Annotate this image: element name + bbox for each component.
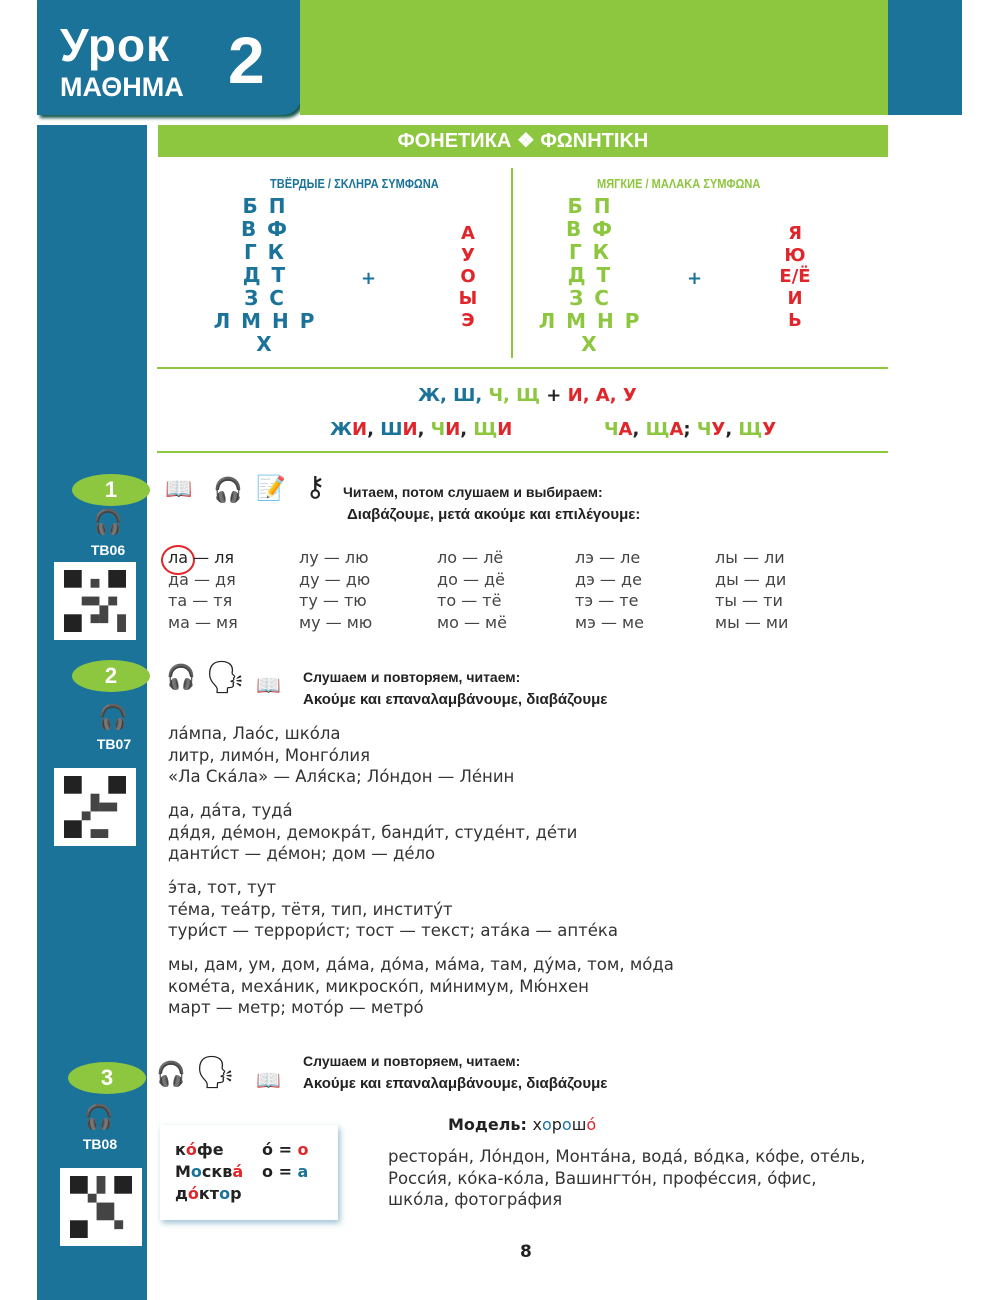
letter-segment: Ш — [380, 419, 403, 440]
instruction-ru: Слушаем и повторяем, читаем: — [303, 1053, 521, 1069]
syllable-pair[interactable]: мэ — ме — [575, 613, 644, 633]
instruction-ru: Слушаем и повторяем, читаем: — [303, 669, 521, 685]
page-number: 8 — [520, 1242, 532, 1262]
syllable-pair[interactable]: дэ — де — [575, 569, 642, 589]
qr-code[interactable] — [54, 768, 136, 846]
letter-segment: фе — [196, 1140, 224, 1159]
letter-segment: У — [762, 419, 777, 440]
consonant-row: Б П — [242, 194, 288, 218]
word-group — [168, 723, 514, 788]
syllable-pair[interactable]: мы — ми — [715, 613, 789, 633]
headphones-icon: 🎧 — [213, 476, 243, 504]
letter-segment: + — [540, 385, 568, 406]
syllable-pair[interactable]: мо — мё — [437, 613, 507, 633]
syllable-pair[interactable]: ту — тю — [299, 591, 367, 611]
word-group — [168, 800, 577, 865]
qr-code[interactable] — [54, 562, 136, 640]
box-rule — [262, 1139, 309, 1161]
word-line: рестора́н, Ло́ндон, Монта́на, вода́, во́дка, ко́фе, оте́ль, — [388, 1147, 866, 1166]
letter-segment: а́ — [232, 1162, 244, 1181]
syllable-pair[interactable]: та — тя — [168, 591, 233, 611]
consonant-row: Л М Н Р — [538, 309, 642, 333]
key-icon: ⚷ — [305, 470, 326, 503]
lesson-title-ru: Урок — [60, 19, 171, 71]
consonant-row: Х — [581, 332, 599, 356]
word-group — [168, 954, 674, 1019]
speaking-head-icon: 🗣 — [205, 658, 246, 696]
letter-segment: , — [367, 419, 381, 440]
consonant-row: Х — [256, 332, 274, 356]
qr-code[interactable] — [60, 1168, 142, 1246]
syllable-pair[interactable]: ло — лё — [437, 548, 504, 567]
letter-segment: а — [297, 1162, 309, 1181]
vowel: И — [787, 288, 803, 310]
instruction-gr: Ακούμε και επαναλαμβάνουμε, διαβάζουμε — [303, 691, 608, 708]
vowel: Ь — [788, 309, 802, 331]
word-line: коме́та, меха́ник, микроско́п, ми́нимум, Мю́нхен — [168, 976, 589, 996]
letter-segment: кт — [198, 1184, 220, 1203]
word-line: э́та, тот, тут — [168, 878, 277, 897]
letter-segment: , — [725, 419, 739, 440]
header-green-band — [300, 0, 888, 115]
syllable-pair[interactable]: до — дё — [437, 569, 505, 589]
vowel: Ю — [784, 244, 806, 266]
lesson-number: 2 — [228, 23, 265, 97]
letter-segment: И — [352, 419, 368, 440]
audio-track-label: TB06 — [90, 542, 126, 558]
syllable-pair[interactable]: лу — лю — [299, 548, 369, 567]
consonant-row: Л М Н Р — [213, 309, 317, 333]
vowel: Э — [461, 309, 475, 331]
stress-rule-box — [160, 1125, 338, 1220]
model-label: Модель: — [448, 1115, 533, 1134]
syllable-pair[interactable]: лы — ли — [715, 548, 785, 567]
letter-segment: о́ = — [262, 1140, 298, 1159]
letter-segment: о — [297, 1140, 309, 1159]
word-line: ла́мпа, Лао́с, шко́ла — [168, 724, 341, 743]
letter-segment: р — [230, 1184, 242, 1203]
audio-track-label: TB07 — [96, 736, 132, 752]
plus-sign: + — [361, 268, 377, 289]
letter-segment: , — [632, 419, 646, 440]
letter-segment: о́ — [187, 1184, 199, 1203]
letter-segment: , — [460, 419, 474, 440]
exercise-3-badge: 3 — [68, 1062, 146, 1094]
hard-consonants-label: ТВЁРДЫЕ / ΣΚΛΗΡΑ ΣΥΜΦΩΝΑ — [270, 176, 439, 191]
book-icon: 📖 — [256, 673, 281, 697]
exercise-2-badge: 2 — [72, 660, 150, 692]
spelling-examples-i — [330, 419, 512, 440]
letter-segment: о — [190, 1162, 202, 1181]
syllable-pair[interactable]: да — дя — [168, 569, 236, 589]
word-line: да, да́та, туда́ — [168, 801, 293, 820]
letter-segment: А — [618, 419, 633, 440]
box-rule — [262, 1161, 308, 1183]
box-word — [175, 1183, 242, 1205]
section-title: ФОНЕТИКА ❖ ΦΩΝΗΤΙΚΗ — [158, 125, 888, 157]
syllable-pair[interactable]: ма — мя — [168, 613, 238, 633]
letter-segment: И — [445, 419, 461, 440]
writing-icon: 📝 — [256, 474, 286, 502]
letter-segment: У — [711, 419, 726, 440]
letter-segment: Ж — [330, 419, 353, 440]
letter-segment: И — [497, 419, 513, 440]
syllable-pair[interactable]: ды — ди — [715, 569, 787, 589]
letter-segment: Ч, — [488, 385, 517, 406]
instruction-gr: Ακούμε και επαναλαμβάνουμε, διαβάζουμε — [303, 1075, 608, 1092]
word-line: шко́ла, фотогра́фия — [388, 1190, 563, 1209]
word-line: тури́ст — террори́ст; тост — текст; ата́ка — апте́ка — [168, 921, 618, 940]
consonant-row: Г К — [243, 240, 287, 264]
letter-segment: Ж, — [418, 385, 454, 406]
word-line: Росси́я, ко́ка-ко́ла, Вашингто́н, профе́ссия, о́фис, — [388, 1168, 817, 1188]
instruction-ru: Читаем, потом слушаем и выбираем: — [343, 484, 603, 500]
syllable-pair[interactable]: то — тё — [437, 591, 502, 611]
letter-segment: к — [175, 1140, 186, 1159]
vowel: У — [461, 244, 475, 266]
letter-segment: о́ — [586, 1115, 597, 1134]
vowel: А — [461, 223, 475, 244]
soft-consonants-label: МЯГКИЕ / ΜΑΛΑΚΑ ΣΥΜΦΩΝΑ — [597, 176, 761, 191]
word-line: «Ла Ска́ла» — Аля́ска; Ло́ндон — Ле́нин — [168, 767, 515, 786]
spelling-rule — [418, 385, 637, 406]
letter-segment: Ч — [604, 419, 619, 440]
letter-segment: Ч — [696, 419, 712, 440]
letter-segment: о — [541, 1115, 552, 1134]
instruction-gr: Διαβάζουμε, μετά ακούμε και επιλέγουμε: — [347, 506, 641, 523]
word-line: март — метр; мото́р — метро́ — [168, 998, 424, 1017]
box-word — [175, 1161, 243, 1183]
lesson-title-gr: ΜΑΘΗΜΑ — [60, 72, 184, 102]
syllable-pair[interactable]: тэ — те — [575, 591, 639, 611]
word-line: те́ма, теа́тр, тётя, тип, институ́т — [168, 899, 453, 919]
letter-segment: И, А, У — [567, 385, 637, 406]
letter-segment: скв — [201, 1162, 233, 1181]
consonant-row: Д Т — [242, 263, 288, 287]
letter-segment: М — [175, 1162, 191, 1181]
plus-sign: + — [687, 268, 703, 289]
vowel: О — [460, 266, 476, 288]
letter-segment: р — [551, 1115, 562, 1134]
letter-segment: Ч — [430, 419, 446, 440]
model-word — [533, 1115, 597, 1134]
divider — [511, 168, 513, 358]
word-line: дя́дя, де́мон, демокра́т, банди́т, студе́нт, де́ти — [168, 822, 578, 842]
divider — [157, 367, 888, 369]
consonant-row: В Ф — [240, 217, 290, 241]
consonant-row: В Ф — [565, 217, 615, 241]
word-line: литр, лимо́н, Монго́лия — [168, 745, 371, 765]
headphones-icon: 🎧 — [166, 663, 196, 691]
headphones-icon: 🎧 — [84, 1103, 114, 1131]
letter-segment: Щ — [516, 385, 541, 406]
spelling-examples-a-u — [604, 419, 776, 440]
letter-segment: Щ — [645, 419, 670, 440]
syllable-pair[interactable]: му — мю — [299, 613, 373, 633]
letter-segment: о = — [262, 1162, 298, 1181]
hard-consonants — [205, 195, 325, 356]
consonant-row: З С — [569, 286, 611, 310]
header-right-block — [888, 0, 962, 115]
word-line: данти́ст — де́мон; дом — де́ло — [168, 844, 436, 863]
syllable-pair[interactable]: ты — ти — [715, 591, 783, 611]
vowel: Е/Ё — [779, 266, 811, 288]
soft-consonants — [530, 195, 650, 356]
letter-segment: Щ — [738, 419, 763, 440]
headphones-icon: 🎧 — [156, 1060, 186, 1088]
letter-segment: А — [669, 419, 684, 440]
letter-segment: Щ — [473, 419, 498, 440]
consonant-row: Б П — [567, 194, 613, 218]
exercise-1-badge: 1 — [72, 474, 150, 506]
book-icon: 📖 — [256, 1068, 281, 1092]
consonant-row: З С — [244, 286, 286, 310]
audio-track-label: TB08 — [82, 1136, 118, 1152]
letter-segment: х — [532, 1115, 542, 1134]
syllable-pair[interactable]: ла — ля — [168, 548, 235, 567]
hard-vowels — [438, 223, 498, 332]
vowel: Ы — [458, 288, 478, 310]
letter-segment: о — [561, 1115, 572, 1134]
consonant-row: Д Т — [567, 263, 613, 287]
vowel: Я — [788, 223, 802, 244]
letter-segment: ; — [683, 419, 697, 440]
headphones-icon: 🎧 — [98, 703, 128, 731]
letter-segment: ш — [571, 1115, 587, 1134]
syllable-pair[interactable]: лэ — ле — [575, 548, 641, 567]
soft-vowels — [765, 223, 825, 332]
divider — [157, 451, 888, 453]
word-group — [168, 877, 618, 942]
letter-segment: , — [417, 419, 431, 440]
letter-segment: д — [175, 1184, 188, 1203]
letter-segment: о — [219, 1184, 231, 1203]
model — [448, 1115, 596, 1134]
letter-segment: о́ — [185, 1140, 197, 1159]
book-icon: 📖 — [165, 477, 193, 502]
word-line: мы, дам, ум, дом, да́ма, до́ма, ма́ма, там, ду́ма, том, мо́да — [168, 955, 674, 974]
headphones-icon: 🎧 — [93, 508, 123, 536]
letter-segment: И — [402, 419, 418, 440]
letter-segment: Ш, — [453, 385, 489, 406]
syllable-pair[interactable]: ду — дю — [299, 569, 371, 589]
practice-words — [388, 1146, 865, 1211]
speaking-head-icon: 🗣 — [195, 1053, 236, 1091]
consonant-row: Г К — [568, 240, 612, 264]
box-word — [175, 1139, 224, 1161]
